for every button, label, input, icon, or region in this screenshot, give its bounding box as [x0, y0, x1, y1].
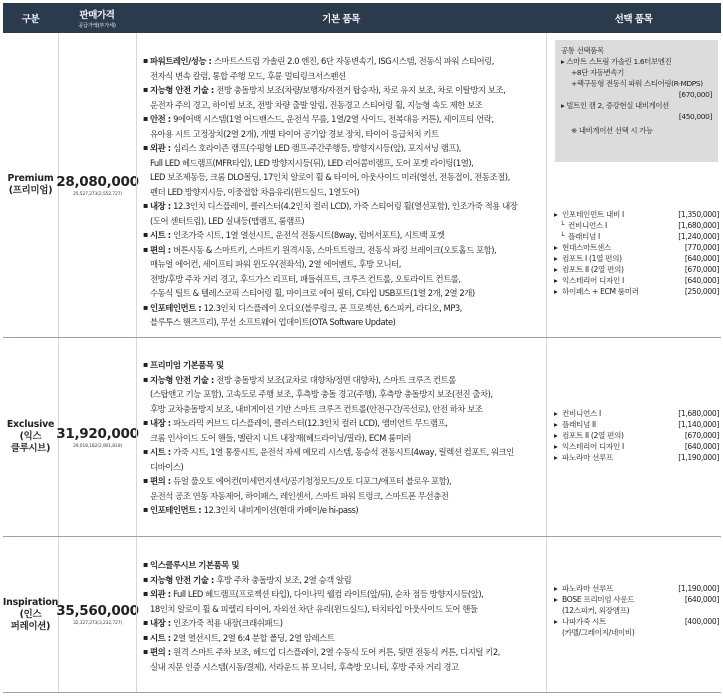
- basic-item-category: 프리미엄 기본품목 및: [150, 360, 224, 370]
- option-name: ▸ 컴포트 II (2열 편의): [554, 430, 624, 441]
- basic-item-category: 지능형 안전 기술 :: [150, 374, 217, 385]
- basic-item-line: [143, 141, 546, 156]
- option-item: [554, 605, 719, 616]
- basic-item-category: 인포테인먼트 :: [150, 505, 204, 515]
- basic-item-line: [143, 257, 546, 272]
- basic-item-text: 전방 충돌방지 보조(차량/보행자/자전거 탑승자), 차로 유지 보조, 차로 이탈방지 보조,: [216, 85, 506, 95]
- basic-item-line: [143, 445, 546, 460]
- option-name: ▸ 플래티넘 II: [554, 419, 596, 430]
- option-name: ▸ 컴포트 I (1열 편의): [554, 253, 622, 264]
- basic-item-text: 전방/후방 주차 거리 경고, 후드가스 리프터, 패들쉬프트, 크루즈 컨트롤, 오토라이트 컨트롤,: [150, 273, 461, 284]
- basic-item-category: 내장 :: [150, 201, 174, 211]
- basic-item-text: 크롬 인사이드 도어 핸들, 멜란지 니트 내장재(헤드라이닝/필라), ECM 룸미러: [150, 432, 412, 443]
- option-name: ▸ 현대스마트센스: [554, 242, 611, 253]
- option-price: [1,140,000]: [678, 420, 719, 429]
- basic-item-line: [143, 489, 546, 504]
- basic-item-category: 편의 :: [150, 476, 174, 486]
- table-row: [3, 537, 721, 693]
- option-name: ▸ 익스테리어 디자인 I: [554, 441, 624, 452]
- option-item: [554, 419, 719, 430]
- basic-item-text: 운전석 공조 연동 자동제어, 하이패스, 레인센서, 스마트 파워 트렁크, 스마트폰 무선충전: [150, 490, 449, 501]
- option-name: ▸ 컴포트 II (2열 편의): [554, 264, 624, 275]
- basic-item-text: 인조가죽 시트, 1열 열선시트, 운전석 전동시트(8way, 럼버서포트), 시트백 포켓: [173, 230, 445, 240]
- trim-name: Exclusive (익스 클루시브): [6, 419, 55, 454]
- basic-item-text: 유아용 시트 고정장치(2열 2개), 개별 타이어 공기압 경보 장치, 타이어 응급처치 키트: [150, 128, 439, 139]
- basic-item-line: [143, 127, 546, 142]
- common-option-line: +랙구동형 전동식 파워 스티어링(R-MDPS): [571, 79, 703, 88]
- basic-item-line: [143, 301, 546, 316]
- basic-item-text: 전방 충돌방지 보조(교차로 대향차/정면 대향차), 스마트 크루즈 컨트롤: [216, 374, 456, 385]
- option-name: (카멜/그레이지/네이비): [562, 628, 635, 637]
- option-item: [554, 583, 719, 594]
- basic-item-text: 심리스 호라이즌 램프(수평형 LED 램프-주간주행등, 방향지시등(앞), 포지셔닝 램프),: [173, 143, 461, 153]
- basic-item-text: 원격 스마트 주차 보조, 헤드업 디스플레이, 2열 수동식 도어 커튼, 뒷면 전동식 커튼, 디지털 키2,: [173, 647, 500, 657]
- basic-item-line: [143, 416, 546, 431]
- basic-item-text: 18인치 알로이 휠 & 피렐리 타이어, 자외선 차단 유리(윈드실드), 터치타입 아웃사이드 도어 핸들: [150, 603, 478, 614]
- common-option-line: ▸ 빌트인 캠 2, 증강현실 내비게이션: [561, 101, 669, 110]
- option-name: └ 컨비니언스 I: [554, 220, 607, 231]
- option-price: [640,000]: [684, 442, 719, 451]
- option-price: [670,000]: [684, 265, 719, 274]
- option-item: [554, 627, 719, 638]
- basic-item-line: [143, 272, 546, 287]
- common-option-line: +8단 자동변속기: [571, 68, 624, 77]
- common-option-note: ※ 내비게이션 선택 시 가능: [571, 126, 653, 135]
- basic-item-text: 인조가죽 적용 내장(크래쉬패드): [173, 618, 283, 628]
- basic-item-line: [143, 503, 546, 518]
- basic-item-category: 지능형 안전 기술 :: [150, 574, 217, 585]
- basic-item-line: [143, 645, 546, 660]
- basic-item-text: Full LED 헤드램프(MFR타입), LED 방향지시등(뒤), LED 리어콤비램프, 도어 포켓 라이팅(1열),: [150, 157, 474, 168]
- option-price: [400,000]: [684, 617, 719, 626]
- basic-item-text: 블루투스 핸즈프리), 무선 소프트웨어 업데이트(OTA Software Update): [150, 317, 396, 327]
- basic-item-category: 파워트레인/성능 :: [150, 56, 214, 66]
- basic-item-line: [143, 373, 546, 388]
- basic-item-line: [143, 460, 546, 475]
- basic-item-category: 시트 :: [150, 447, 174, 457]
- basic-item-category: 외관 :: [150, 589, 174, 599]
- basic-item-line: [143, 631, 546, 646]
- option-price: [250,000]: [684, 287, 719, 296]
- option-item: [554, 220, 719, 231]
- option-item: [554, 441, 719, 452]
- option-item: [554, 286, 719, 297]
- option-name: ▸ 익스테리어 디자인 I: [554, 275, 624, 286]
- basic-item-text: (도어 센터트림), LED 실내등(맵램프, 룸램프): [150, 215, 305, 226]
- basic-item-line: [143, 402, 546, 417]
- basic-item-text: 실내 지문 인증 시스템(시동/결제), 서라운드 뷰 모니터, 후측방 모니터, 후방 주차 거리 경고: [150, 661, 459, 672]
- basic-item-text: 9에어백 시스템(1열 어드밴스드, 운전석 무릎, 1열/2열 사이드, 전복대응 커튼), 세이프티 언락,: [173, 114, 494, 124]
- basic-item-line: [143, 156, 546, 171]
- basic-item-text: 듀얼 풀오토 에어컨(미세먼지센서/공기청정모드/오토 디포그/애프터 블로우 포함),: [173, 476, 452, 486]
- basic-item-text: 스마트스트림 가솔린 2.0 엔진, 6단 자동변속기, ISG시스템, 전동식 파워 스티어링,: [213, 56, 495, 66]
- basic-item-line: [143, 616, 546, 631]
- option-item: [554, 242, 719, 253]
- header-price: 판매가격 공급가액(부가세): [78, 10, 116, 29]
- option-item: [554, 430, 719, 441]
- basic-item-category: 인포테인먼트 :: [150, 302, 204, 313]
- option-price: [1,680,000]: [678, 409, 719, 418]
- option-item: [554, 231, 719, 242]
- option-price: [640,000]: [684, 254, 719, 263]
- basic-item-category: 편의 :: [150, 244, 174, 255]
- basic-item-text: 전자식 변속 칼럼, 통합 주행 모드, 후륜 멀티링크서스펜션: [150, 70, 346, 81]
- basic-item-text: 파노라믹 커브드 디스플레이, 클러스터(12.3인치 컬러 LCD), 앰비언트 무드램프,: [173, 418, 448, 428]
- option-name: ▸ 컨비니언스 I: [554, 408, 601, 419]
- option-name: └ 플래티넘 I: [554, 231, 600, 242]
- basic-item-line: [143, 315, 546, 330]
- basic-item-text: 버튼시동 & 스마트키, 스마트키 원격시동, 스마트트렁크, 전동식 파킹 브레이크(오토홀드 포함),: [173, 244, 497, 255]
- option-name: ▸ 파노라마 선루프: [554, 583, 613, 594]
- option-item: [554, 253, 719, 264]
- basic-item-line: [143, 587, 546, 602]
- table-row: [3, 338, 721, 537]
- basic-item-line: [143, 286, 546, 301]
- basic-item-category: 내장 :: [150, 418, 174, 428]
- basic-item-line: [143, 573, 546, 588]
- basic-item-text: Full LED 헤드램프(프로젝션 타입), 다이나믹 웰컴 라이트(앞/뒤), 순차 점등 방향지시등(앞),: [173, 589, 484, 599]
- basic-item-line: [143, 602, 546, 617]
- basic-item-category: 외관 :: [150, 143, 174, 153]
- trim-price: 35,560,000 32,327,273(3,232,727): [58, 537, 136, 692]
- basic-item-line: [143, 83, 546, 98]
- basic-item-text: 2열 열선시트, 2열 6:4 분할 폴딩, 2열 암레스트: [173, 632, 335, 643]
- basic-item-category: 시트 :: [150, 632, 174, 643]
- table-header: [3, 3, 721, 33]
- option-price: [770,000]: [684, 243, 719, 252]
- price-table: [3, 3, 721, 693]
- option-cell: [546, 537, 721, 692]
- basic-item-line: [143, 214, 546, 229]
- basic-item-line: [143, 54, 546, 69]
- basic-item-text: 디바이스): [150, 461, 184, 472]
- basic-item-category: 익스클루시브 기본품목 및: [150, 560, 239, 570]
- basic-item-category: 안전 :: [150, 114, 174, 124]
- common-options-box: [555, 40, 718, 162]
- option-item: [554, 264, 719, 275]
- basic-item-text: LED 보조제동등, 크롬 DLO몰딩, 17인치 알로이 휠 & 타이어, 아웃사이드 미러(열선, 전동접이, 전동조절),: [150, 172, 510, 182]
- basic-item-line: [143, 387, 546, 402]
- basic-item-text: 가죽 시트, 1열 통풍시트, 운전석 자세 메모리 시스템, 동승석 전동시트(4way, 릴렉션 컴포트, 워크인: [173, 447, 514, 457]
- basic-item-line: [143, 474, 546, 489]
- option-list: [554, 408, 719, 463]
- basic-item-text: 12.3인치 내비게이션(현대 카페이/e hi-pass): [203, 505, 359, 515]
- option-item: [554, 594, 719, 605]
- trim-price: 31,920,000 29,018,182(2,901,818): [58, 338, 136, 536]
- basic-item-line: [143, 228, 546, 243]
- basic-item-line: [143, 69, 546, 84]
- trim-name: Inspiration (인스 퍼레이션): [2, 596, 59, 632]
- option-cell: [546, 33, 721, 337]
- basic-item-text: 매뉴얼 에어컨, 세이프티 파워 윈도우(전좌석), 2열 에어벤트, 후방 모니터,: [150, 259, 401, 269]
- common-option-price: [670,000]: [678, 90, 712, 99]
- option-name: (12스피커, 외장앰프): [562, 606, 630, 615]
- common-option-line: ▸ 스마트 스트림 가솔린 1.6터보엔진: [561, 57, 672, 66]
- basic-items: [136, 33, 546, 337]
- option-name: ▸ 인포테인먼트 내비 I: [554, 209, 624, 220]
- header-basic: 기본 품목: [322, 14, 360, 25]
- option-price: [640,000]: [684, 276, 719, 285]
- header-option: 선택 품목: [614, 14, 653, 25]
- basic-item-text: 운전자 주의 경고, 하이빔 보조, 전방 차량 출발 알림, 진동경고 스티어링 휠, 지능형 속도 제한 보조: [150, 99, 483, 110]
- basic-item-text: 12.3인치 디스플레이 오디오(블루링크, 폰 프로젝션, 6스피커, 라디오, MP3,: [203, 302, 463, 313]
- option-item: [554, 209, 719, 220]
- header-trim: 구분: [21, 14, 40, 25]
- basic-item-text: (스탑앤고 기능 포함), 고속도로 주행 보조, 후측방 충돌 경고(주행), 후측방 충돌방지 보조(전진 출차),: [150, 389, 493, 399]
- basic-item-text: 후방 주차 충돌방지 보조, 2열 승객 알림: [216, 574, 352, 585]
- option-name: ▸ BOSE 프리미엄 사운드: [554, 594, 634, 605]
- basic-item-category: 내장 :: [150, 618, 174, 628]
- option-item: [554, 408, 719, 419]
- option-name: ▸ 파노라마 선루프: [554, 452, 613, 463]
- basic-item-text: 펜더 LED 방향지시등, 이중접합 차음유리(윈드실드, 1열도어): [150, 186, 360, 197]
- basic-item-line: [143, 358, 546, 373]
- basic-item-line: [143, 199, 546, 214]
- option-price: [670,000]: [684, 431, 719, 440]
- option-item: [554, 616, 719, 627]
- basic-item-category: 지능형 안전 기술 :: [150, 85, 217, 95]
- option-list: [554, 583, 719, 638]
- trim-price: 28,080,000 25,527,273(2,552,727): [58, 33, 136, 337]
- basic-item-line: [143, 98, 546, 113]
- option-price: [1,680,000]: [678, 221, 719, 230]
- table-row: [3, 33, 721, 338]
- basic-item-line: [143, 660, 546, 675]
- common-option-price: [450,000]: [678, 112, 712, 121]
- option-item: [554, 275, 719, 286]
- basic-items: [136, 537, 546, 692]
- option-name: ▸ 하이패스 + ECM 룸미러: [554, 286, 639, 297]
- trim-name: Premium (프리미엄): [7, 173, 54, 196]
- option-list: [554, 209, 719, 297]
- option-price: [1,350,000]: [678, 210, 719, 219]
- basic-item-category: 편의 :: [150, 647, 174, 657]
- basic-item-line: [143, 185, 546, 200]
- option-item: [554, 452, 719, 463]
- basic-item-line: [143, 112, 546, 127]
- common-options-title: 공통 선택품목: [561, 46, 604, 55]
- basic-item-line: [143, 243, 546, 258]
- option-cell: [546, 338, 721, 536]
- basic-item-text: 12.3인치 디스플레이, 클러스터(4.2인치 컬러 LCD), 가죽 스티어링 휠(열선포함), 인조가죽 적용 내장: [173, 201, 518, 211]
- basic-items: [136, 338, 546, 536]
- option-price: [1,240,000]: [678, 232, 719, 241]
- basic-item-text: 후방 교차충돌방지 보조, 내비게이션 기반 스마트 크루즈 컨트롤(안전구간/곡선로), 안전 하차 보조: [150, 403, 483, 414]
- option-price: [640,000]: [684, 595, 719, 604]
- basic-item-line: [143, 431, 546, 446]
- option-name: ▸ 나파가죽 시트: [554, 616, 606, 627]
- option-price: [1,190,000]: [678, 453, 719, 462]
- basic-item-text: 수동식 틸트 & 텔레스코픽 스티어링 휠, 마이크로 에어 필터, C타입 USB포트(1열 2개, 2열 2개): [150, 288, 475, 298]
- basic-item-category: 시트 :: [150, 230, 174, 240]
- basic-item-line: [143, 558, 546, 573]
- basic-item-line: [143, 170, 546, 185]
- option-price: [1,190,000]: [678, 584, 719, 593]
